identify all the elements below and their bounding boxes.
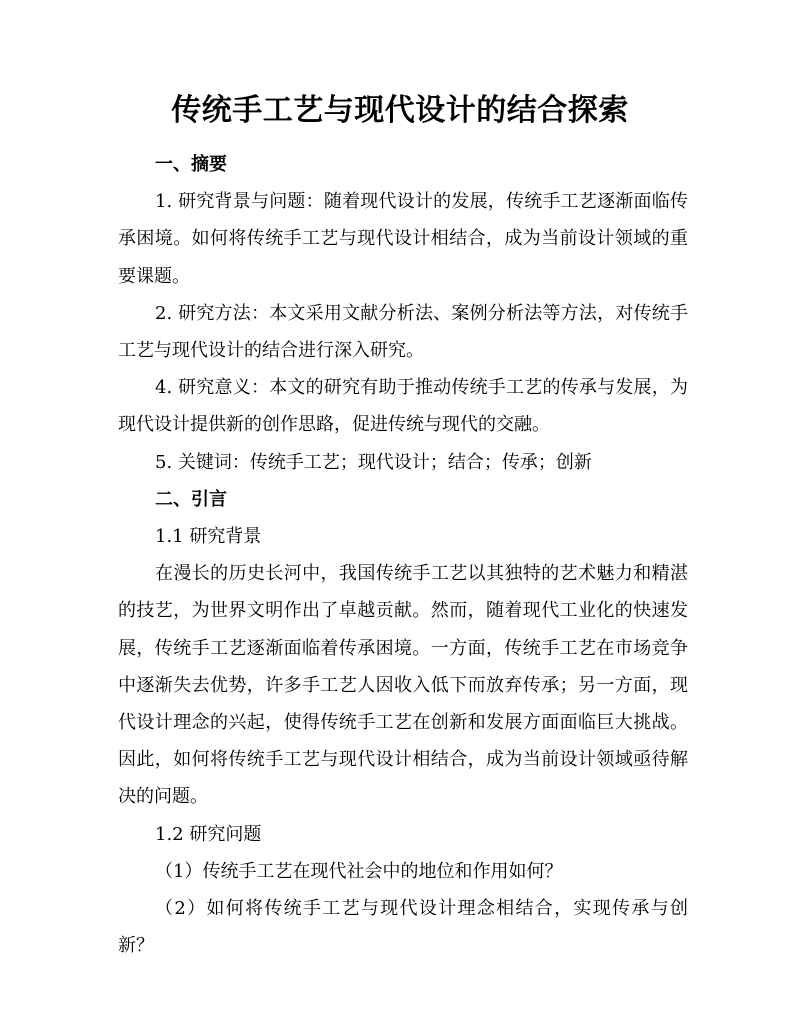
abstract-item: 5. 关键词：传统手工艺；现代设计；结合；传承；创新: [155, 451, 592, 473]
document-title: 传统手工艺与现代设计的结合探索: [171, 93, 629, 128]
question-heading: 1.2 研究问题: [155, 823, 262, 845]
abstract-item: 2. 研究方法：本文采用文献分析法、案例分析法等方法，对传统手工艺与现代设计的结合进行深入研究。: [118, 302, 688, 362]
abstract-heading: 一、摘要: [155, 154, 227, 175]
document-body: [118, 146, 688, 964]
intro-heading: 二、引言: [155, 488, 227, 510]
question-item: （1）传统手工艺在现代社会中的地位和作用如何？: [155, 860, 563, 882]
question-item: （2）如何将传统手工艺与现代设计理念相结合，实现传承与创新？: [118, 898, 688, 957]
background-paragraph: 在漫长的历史长河中，我国传统手工艺以其独特的艺术魅力和精湛的技艺，为世界文明作出了卓越贡献。然而，随着现代工业化的快速发展，传统手工艺逐渐面临着传承困境。一方面，传统手工艺在市场竞争中逐渐失去优势，许多手工艺人因收入低下而放弃传承；另一方面，现代设计理念的兴起，使得传统手工艺在创新和发展方面面临巨大挑战。因此，如何将传统手工艺与现代设计相结合，成为当前设计领域亟待解决的问题。: [118, 563, 688, 808]
background-heading: 1.1 研究背景: [155, 526, 262, 548]
abstract-item: 4. 研究意义：本文的研究有助于推动传统手工艺的传承与发展，为现代设计提供新的创作思路，促进传统与现代的交融。: [118, 377, 688, 436]
abstract-item: 1. 研究背景与问题：随着现代设计的发展，传统手工艺逐渐面临传承困境。如何将传统手工艺与现代设计相结合，成为当前设计领域的重要课题。: [118, 191, 688, 287]
